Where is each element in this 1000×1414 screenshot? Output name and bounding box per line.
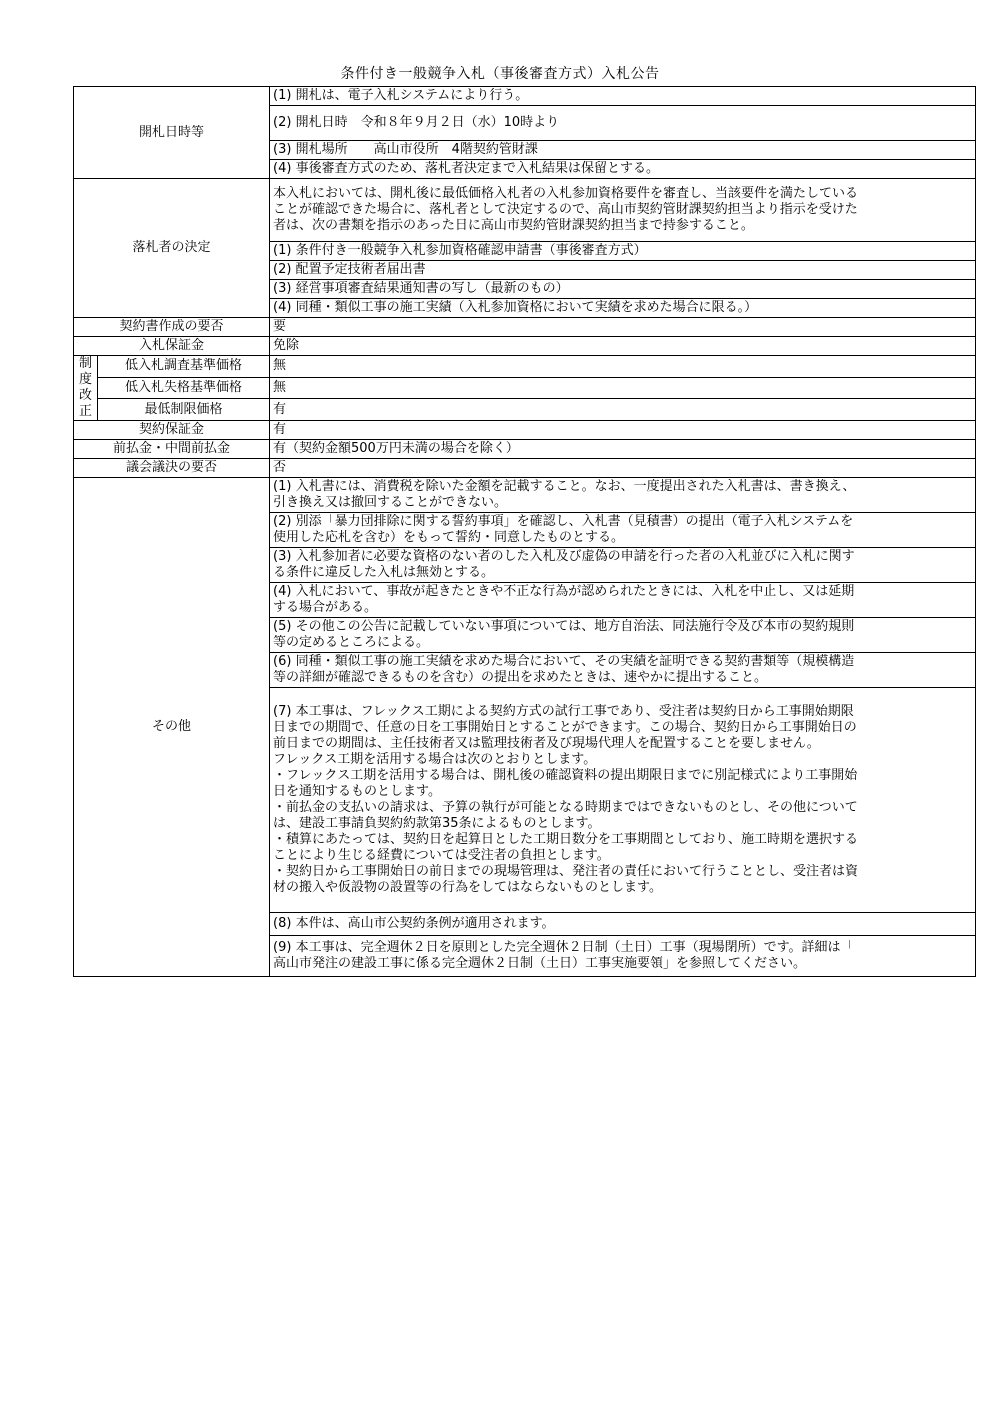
system-reform-label-char: 制 <box>78 356 92 371</box>
other-item <box>270 583 976 618</box>
text-line: (8) 本件は、高山市公契約条例が適用されます。 <box>273 916 555 931</box>
council-label: 議会議決の要否 <box>74 459 270 478</box>
opening-item: (3) 開札場所 高山市役所 4階契約管財課 <box>270 141 976 160</box>
opening-item: (1) 開札は、電子入札システムにより行う。 <box>270 87 976 106</box>
text-line: 前日までの期間は、主任技術者又は監理技術者及び現場代理人を配置することを要しません。 <box>273 736 820 751</box>
text-line: フレックス工期を活用する場合は次のとおりとします。 <box>273 752 597 767</box>
award-item: (1) 条件付き一般競争入札参加資格確認申請書（事後審査方式） <box>270 242 976 261</box>
system-reform-row <box>74 377 976 399</box>
text-line: (3) 入札参加者に必要な資格のない者のした入札及び虚偽の申請を行った者の入札並びに入札に関す <box>273 549 855 564</box>
text-line: (5) その他この公告に記載していない事項については、地方自治法、同法施行令及び本市の契約規則 <box>273 619 855 634</box>
opening-row <box>74 87 976 106</box>
award-intro <box>270 179 976 242</box>
award-item: (4) 同種・類似工事の施工実績（入札参加資格において実績を求めた場合に限る。） <box>270 299 976 318</box>
other-label: その他 <box>74 478 270 977</box>
other-item <box>270 478 976 513</box>
system-reform-item-value: 有 <box>270 399 976 421</box>
system-reform-item-value: 無 <box>270 377 976 399</box>
system-reform-row <box>74 399 976 421</box>
text-line: は、建設工事請負契約約款第35条によるものとします。 <box>273 816 601 831</box>
contract-doc-row <box>74 318 976 337</box>
other-item <box>270 936 976 977</box>
award-item: (2) 配置予定技術者届出書 <box>270 261 976 280</box>
other-item <box>270 913 976 936</box>
other-item <box>270 688 976 913</box>
system-reform-item-label: 低入札失格基準価格 <box>98 377 270 399</box>
system-reform-item-label: 低入札調査基準価格 <box>98 356 270 378</box>
other-item <box>270 513 976 548</box>
text-line: (4) 入札において、事故が起きたときや不正な行為が認められたときには、入札を中止し、又は延期 <box>273 584 855 599</box>
text-line: 等の詳細が確認できるものを含む）の提出を求めたときは、速やかに提出すること。 <box>273 670 768 685</box>
contract-doc-value: 要 <box>270 318 976 337</box>
other-item <box>270 653 976 688</box>
notice-table <box>73 86 976 977</box>
text-line: 日を通知するものとします。 <box>273 784 441 799</box>
notice-title: 条件付き一般競争入札（事後審査方式）入札公告 <box>340 66 660 82</box>
bid-bond-label: 入札保証金 <box>74 337 270 356</box>
other-item <box>270 548 976 583</box>
council-row <box>74 459 976 478</box>
advance-row <box>74 440 976 459</box>
system-reform-item-value: 無 <box>270 356 976 378</box>
text-line: する場合がある。 <box>273 600 378 615</box>
text-line: 高山市発注の建設工事に係る完全週休２日制（土日）工事実施要領」を参照してください。 <box>273 956 807 971</box>
text-line: ことにより生じる経費については受注者の負担とします。 <box>273 848 610 863</box>
text-line: ・契約日から工事開始日の前日までの現場管理は、発注者の責任において行うこととし、受注者は資 <box>273 864 859 879</box>
system-reform-item-label: 最低制限価格 <box>98 399 270 421</box>
text-line: 引き換え又は撤回することができない。 <box>273 495 508 510</box>
text-line: 者は、次の書類を指示のあった日に高山市契約管財課契約担当まで持参すること。 <box>273 218 754 233</box>
contract-bond-label: 契約保証金 <box>74 421 270 440</box>
council-value: 否 <box>270 459 976 478</box>
text-line: 材の搬入や仮設物の設置等の行為をしてはならないものとします。 <box>273 880 662 895</box>
text-line: ・積算にあたっては、契約日を起算日とした工期日数分を工事期間としており、施工時期を選択する <box>273 832 859 847</box>
text-line: 日までの期間で、任意の日を工事開始日とすることができます。この場合、契約日から工事開始日の <box>273 720 857 735</box>
system-reform-label-char: 改 <box>78 388 92 403</box>
system-reform-row <box>74 356 976 378</box>
text-line: ・フレックス工期を活用する場合は、開札後の確認資料の提出期限日までに別記様式により工事開始 <box>273 768 858 783</box>
advance-label: 前払金・中間前払金 <box>74 440 270 459</box>
advance-value: 有（契約金額500万円未満の場合を除く） <box>270 440 976 459</box>
other-item <box>270 618 976 653</box>
opening-item: (2) 開札日時 令和８年９月２日（水）10時より <box>270 106 976 141</box>
text-line: (7) 本工事は、フレックス工期による契約方式の試行工事であり、受注者は契約日から工事開始期限 <box>273 704 854 719</box>
text-line: 等の定めるところによる。 <box>273 635 430 650</box>
bid-bond-row <box>74 337 976 356</box>
other-row <box>74 478 976 513</box>
contract-bond-row <box>74 421 976 440</box>
system-reform-label-char: 度 <box>78 372 92 387</box>
system-reform-label-char: 正 <box>78 404 92 419</box>
system-reform-label <box>74 356 98 421</box>
award-item: (3) 経営事項審査結果通知書の写し（最新のもの） <box>270 280 976 299</box>
text-line: (6) 同種・類似工事の施工実績を求めた場合において、その実績を証明できる契約書類等（規模構造 <box>273 654 855 669</box>
bid-bond-value: 免除 <box>270 337 976 356</box>
award-label: 落札者の決定 <box>74 179 270 318</box>
text-line: 使用した応札を含む）をもって誓約・同意したものとする。 <box>273 530 625 545</box>
opening-item: (4) 事後審査方式のため、落札者決定まで入札結果は保留とする。 <box>270 160 976 179</box>
text-line: ことが確認できた場合に、落札者として決定するので、高山市契約管財課契約担当より指示を受けた <box>273 202 858 217</box>
text-line: (9) 本工事は、完全週休２日を原則とした完全週休２日制（土日）工事（現場閉所）です。詳細は「 <box>273 940 854 955</box>
opening-label: 開札日時等 <box>74 87 270 179</box>
text-line: ・前払金の支払いの請求は、予算の執行が可能となる時期まではできないものとし、その他について <box>273 800 858 815</box>
award-row <box>74 179 976 242</box>
text-line: (1) 入札書には、消費税を除いた金額を記載すること。なお、一度提出された入札書は、書き換え、 <box>273 479 856 494</box>
contract-doc-label: 契約書作成の要否 <box>74 318 270 337</box>
text-line: 本入札においては、開札後に最低価格入札者の入札参加資格要件を審査し、当該要件を満たしている <box>273 186 859 201</box>
text-line: る条件に違反した入札は無効とする。 <box>273 565 495 580</box>
contract-bond-value: 有 <box>270 421 976 440</box>
text-line: (2) 別添「暴力団排除に関する誓約事項」を確認し、入札書（見積書）の提出（電子入札システムを <box>273 514 854 529</box>
